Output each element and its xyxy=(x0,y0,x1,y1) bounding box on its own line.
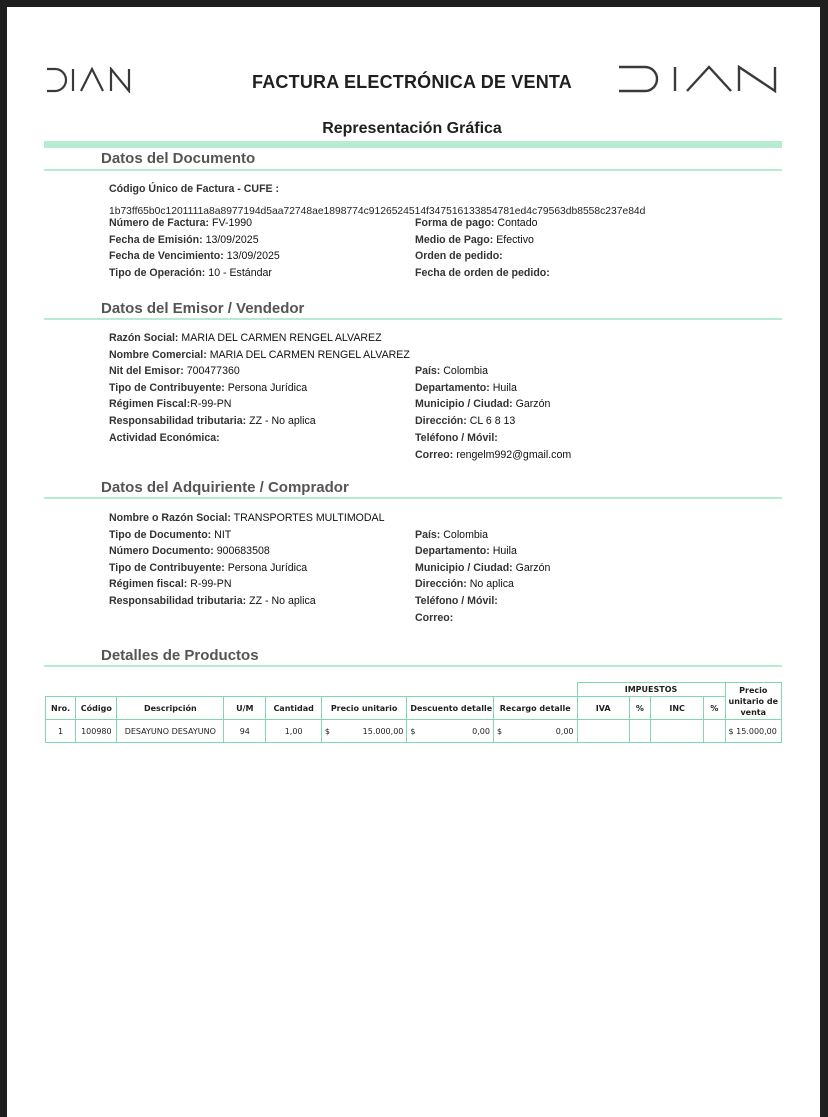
field-direccion: Dirección: No aplica xyxy=(415,578,514,590)
field-actividad: Actividad Económica: xyxy=(109,432,220,444)
impuestos-header: IMPUESTOS xyxy=(577,683,725,697)
precio-venta-header: Precio unitario de venta xyxy=(725,683,781,720)
col-header-descuento: Descuento detalle xyxy=(407,697,494,720)
field-tipo-contribuyente: Tipo de Contribuyente: Persona Jurídica xyxy=(109,382,308,394)
field-responsabilidad: Responsabilidad tributaria: ZZ - No aplica xyxy=(109,595,316,607)
field-direccion: Dirección: CL 6 8 13 xyxy=(415,415,516,427)
col-header-descripcion: Descripción xyxy=(117,697,224,720)
field-razon-social: Razón Social: MARIA DEL CARMEN RENGEL ALVAREZ xyxy=(109,332,382,344)
cell-iva-pct xyxy=(629,720,650,743)
col-header-inc-pct: % xyxy=(704,697,725,720)
field-departamento: Departamento: Huila xyxy=(415,545,517,557)
cell-inc xyxy=(650,720,703,743)
field-regimen-fiscal: Régimen Fiscal:R-99-PN xyxy=(109,398,232,410)
field-fecha-orden-pedido: Fecha de orden de pedido: xyxy=(415,267,550,279)
col-header-iva-pct: % xyxy=(629,697,650,720)
field-correo: Correo: xyxy=(415,612,454,624)
section-rule xyxy=(44,497,782,499)
field-municipio: Municipio / Ciudad: Garzón xyxy=(415,562,551,574)
section-rule xyxy=(44,665,782,667)
field-nit-emisor: Nit del Emisor: 700477360 xyxy=(109,365,240,377)
cell-descripcion: DESAYUNO DESAYUNO xyxy=(117,720,224,743)
section-title-productos: Detalles de Productos xyxy=(101,647,259,664)
field-nombre-comercial: Nombre Comercial: MARIA DEL CARMEN RENGEL ALVAREZ xyxy=(109,349,410,361)
field-pais: País: Colombia xyxy=(415,529,489,541)
cell-descuento: $ 0,00 xyxy=(407,720,494,743)
field-forma-pago: Forma de pago: Contado xyxy=(415,217,538,229)
field-pais: País: Colombia xyxy=(415,365,489,377)
cell-precio-venta: $ 15.000,00 xyxy=(725,720,781,743)
col-header-cantidad: Cantidad xyxy=(266,697,321,720)
section-title-documento: Datos del Documento xyxy=(101,150,256,167)
section-rule xyxy=(44,318,782,320)
col-header-nro: Nro. xyxy=(46,697,76,720)
cell-recargo: $ 0,00 xyxy=(493,720,577,743)
cell-nro: 1 xyxy=(46,720,76,743)
field-fecha-emision: Fecha de Emisión: 13/09/2025 xyxy=(109,234,259,246)
products-table xyxy=(45,682,782,743)
section-title-emisor: Datos del Emisor / Vendedor xyxy=(101,300,305,317)
field-tipo-operacion: Tipo de Operación: 10 - Estándar xyxy=(109,267,272,279)
field-numero-factura: Número de Factura: FV-1990 xyxy=(109,217,253,229)
dian-logo-right xyxy=(617,65,779,93)
field-telefono: Teléfono / Móvil: xyxy=(415,595,498,607)
field-responsabilidad: Responsabilidad tributaria: ZZ - No aplica xyxy=(109,415,316,427)
cell-codigo: 100980 xyxy=(76,720,117,743)
document-title: FACTURA ELECTRÓNICA DE VENTA xyxy=(252,72,572,92)
field-medio-pago: Medio de Pago: Efectivo xyxy=(415,234,534,246)
field-tipo-contribuyente: Tipo de Contribuyente: Persona Jurídica xyxy=(109,562,308,574)
cell-iva xyxy=(577,720,629,743)
section-rule xyxy=(44,169,782,171)
field-fecha-vencimiento: Fecha de Vencimiento: 13/09/2025 xyxy=(109,250,280,262)
field-orden-pedido: Orden de pedido: xyxy=(415,250,503,262)
col-header-recargo: Recargo detalle xyxy=(493,697,577,720)
cell-precio-unitario: $ 15.000,00 xyxy=(321,720,407,743)
field-telefono: Teléfono / Móvil: xyxy=(415,432,498,444)
col-header-codigo: Código xyxy=(76,697,117,720)
cell-cantidad: 1,00 xyxy=(266,720,321,743)
field-correo: Correo: rengelm992@gmail.com xyxy=(415,449,572,461)
section-title-adquiriente: Datos del Adquiriente / Comprador xyxy=(101,479,349,496)
col-header-iva: IVA xyxy=(577,697,629,720)
field-departamento: Departamento: Huila xyxy=(415,382,517,394)
document-subtitle: Representación Gráfica xyxy=(322,120,502,137)
field-regimen-fiscal: Régimen fiscal: R-99-PN xyxy=(109,578,232,590)
field-nombre-razon: Nombre o Razón Social: TRANSPORTES MULTIMODAL xyxy=(109,512,385,524)
col-header-um: U/M xyxy=(224,697,266,720)
invoice-page xyxy=(7,7,820,1117)
section-rule-top xyxy=(44,141,782,148)
cufe-label: Código Único de Factura - CUFE : xyxy=(109,183,280,195)
field-numero-documento: Número Documento: 900683508 xyxy=(109,545,270,557)
field-tipo-documento: Tipo de Documento: NIT xyxy=(109,529,232,541)
cell-um: 94 xyxy=(224,720,266,743)
dian-logo-left xyxy=(45,67,135,93)
col-header-precio-unitario: Precio unitario xyxy=(321,697,407,720)
cufe-value: 1b73ff65b0c1201111a8a8977194d5aa72748ae1898774c9126524514f347516133854781ed4c79563db8558c237e84d xyxy=(109,206,646,217)
col-header-inc: INC xyxy=(650,697,703,720)
table-row xyxy=(46,720,782,743)
cell-inc-pct xyxy=(704,720,725,743)
field-municipio: Municipio / Ciudad: Garzón xyxy=(415,398,551,410)
